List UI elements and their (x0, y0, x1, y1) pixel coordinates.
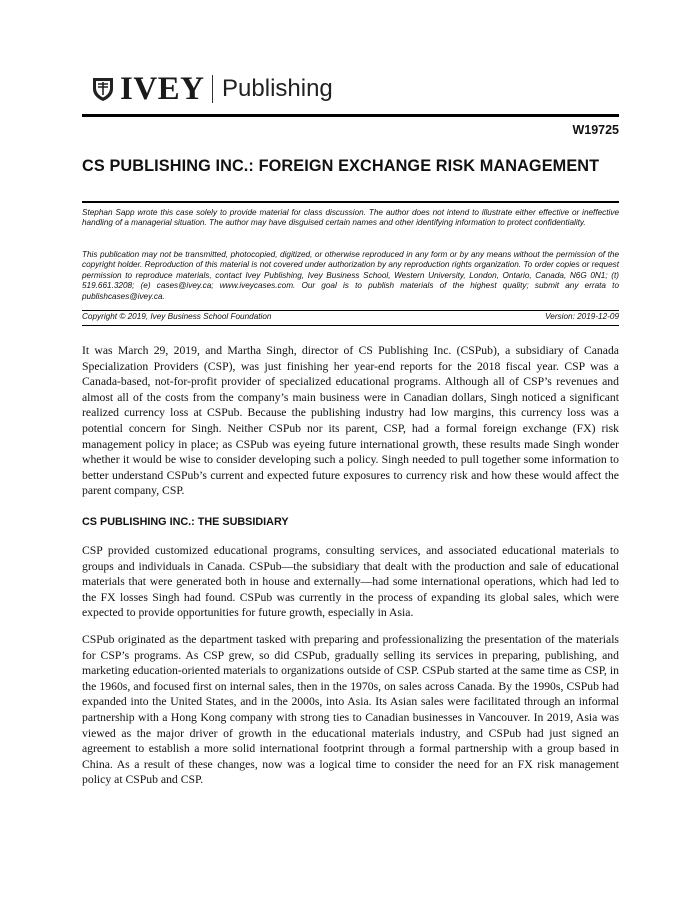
reproduction-notice: This publication may not be transmitted, photocopied, digitized, or otherwise reproduced in any form or by any means without the permission of the copyright holder. Reproduction of this material is not covered under authorization by any reproduction rights organization. To order copies or request permission to reproduce materials, contact Ivey Publishing, Ivey Business School, Western University, London, Ontario, Canada, N6G 0N1; (t) 519.661.3208; (e) cases@ivey.ca; www.iveycases.com. Our goal is to publish materials of the highest quality; submit any errata to publishcases@ivey.ca. (82, 250, 619, 301)
copyright-rule-bottom (82, 325, 619, 326)
logo-publishing-text: Publishing (222, 75, 333, 102)
copyright-rule-top (82, 310, 619, 311)
logo-wordmark: IVEY (120, 70, 205, 107)
copyright-text: Copyright © 2019, Ivey Business School Foundation (82, 312, 272, 321)
document-title: CS PUBLISHING INC.: FOREIGN EXCHANGE RISK MANAGEMENT (82, 157, 600, 175)
section-heading: CS PUBLISHING INC.: THE SUBSIDIARY (82, 516, 289, 528)
title-rule (82, 201, 619, 203)
body-paragraph: CSP provided customized educational programs, consulting services, and associated educational materials to groups and individuals in Canada. CSPub—the subsidiary that dealt with the production and sale of educational materials that were generated both in house and externally—had some international operations, which had led to the FX losses Singh had found. CSPub was currently in the process of expanding its global sales, which were expected to provide opportunities for future growth, especially in Asia. (82, 544, 619, 620)
ivey-publishing-logo (92, 72, 333, 106)
crest-icon (92, 76, 114, 102)
case-number: W19725 (572, 123, 619, 137)
logo-separator (212, 75, 214, 103)
version-text: Version: 2019-12-09 (545, 312, 619, 321)
header-rule (82, 114, 619, 117)
author-disclaimer: Stephan Sapp wrote this case solely to provide material for class discussion. The author does not intend to illustrate either effective or ineffective handling of a managerial situation. The author may have disguised certain names and other identifying information to protect confidentiality. (82, 208, 619, 228)
body-paragraph: CSPub originated as the department tasked with preparing and professionalizing the presentation of the materials for CSP’s programs. As CSP grew, so did CSPub, gradually selling its services in preparing, publishing, and marketing education-oriented materials to organizations outside of CSP. CSPub started at the same time as CSP, in the 1960s, and focused first on internal sales, then in the 1970s, on sales across Canada. By the 1990s, CSPub had expanded into the United States, and in the 2000s, into Asia. Its Asian sales were facilitated through an informal partnership with a Hong Kong company with strong ties to Canadian businesses in Vancouver. In 2019, Asia was viewed as the major driver of growth in the educational materials industry, and CSPub had just signed an agreement to establish a more solid international footprint through a formal partnership with a group based in China. As a result of these changes, now was a logical time to consider the need for an FX risk management policy at CSPub and CSP. (82, 633, 619, 787)
body-paragraph: It was March 29, 2019, and Martha Singh, director of CS Publishing Inc. (CSPub), a subsidiary of Canada Specialization Providers (CSP), was just finishing her year-end reports for the 2018 fiscal year. CSP was a Canada-based, not-for-profit provider of specialized educational programs. Although all of CSP’s revenues and almost all of the costs from the company’s main business were in Canadian dollars, Singh noticed a significant realized currency loss at CSPub. Because the publishing industry had low margins, this currency loss was a potential concern for Singh. Neither CSPub nor its parent, CSP, had a formal foreign exchange (FX) risk management policy in place; as CSPub was eyeing future international growth, these results made Singh wonder whether it would be wise to consider developing such a policy. Singh needed to pull together some information to better understand CSPub’s current and expected future exposures to currency risk and how these would affect the parent company, CSP. (82, 344, 619, 498)
copyright-row (82, 312, 619, 321)
